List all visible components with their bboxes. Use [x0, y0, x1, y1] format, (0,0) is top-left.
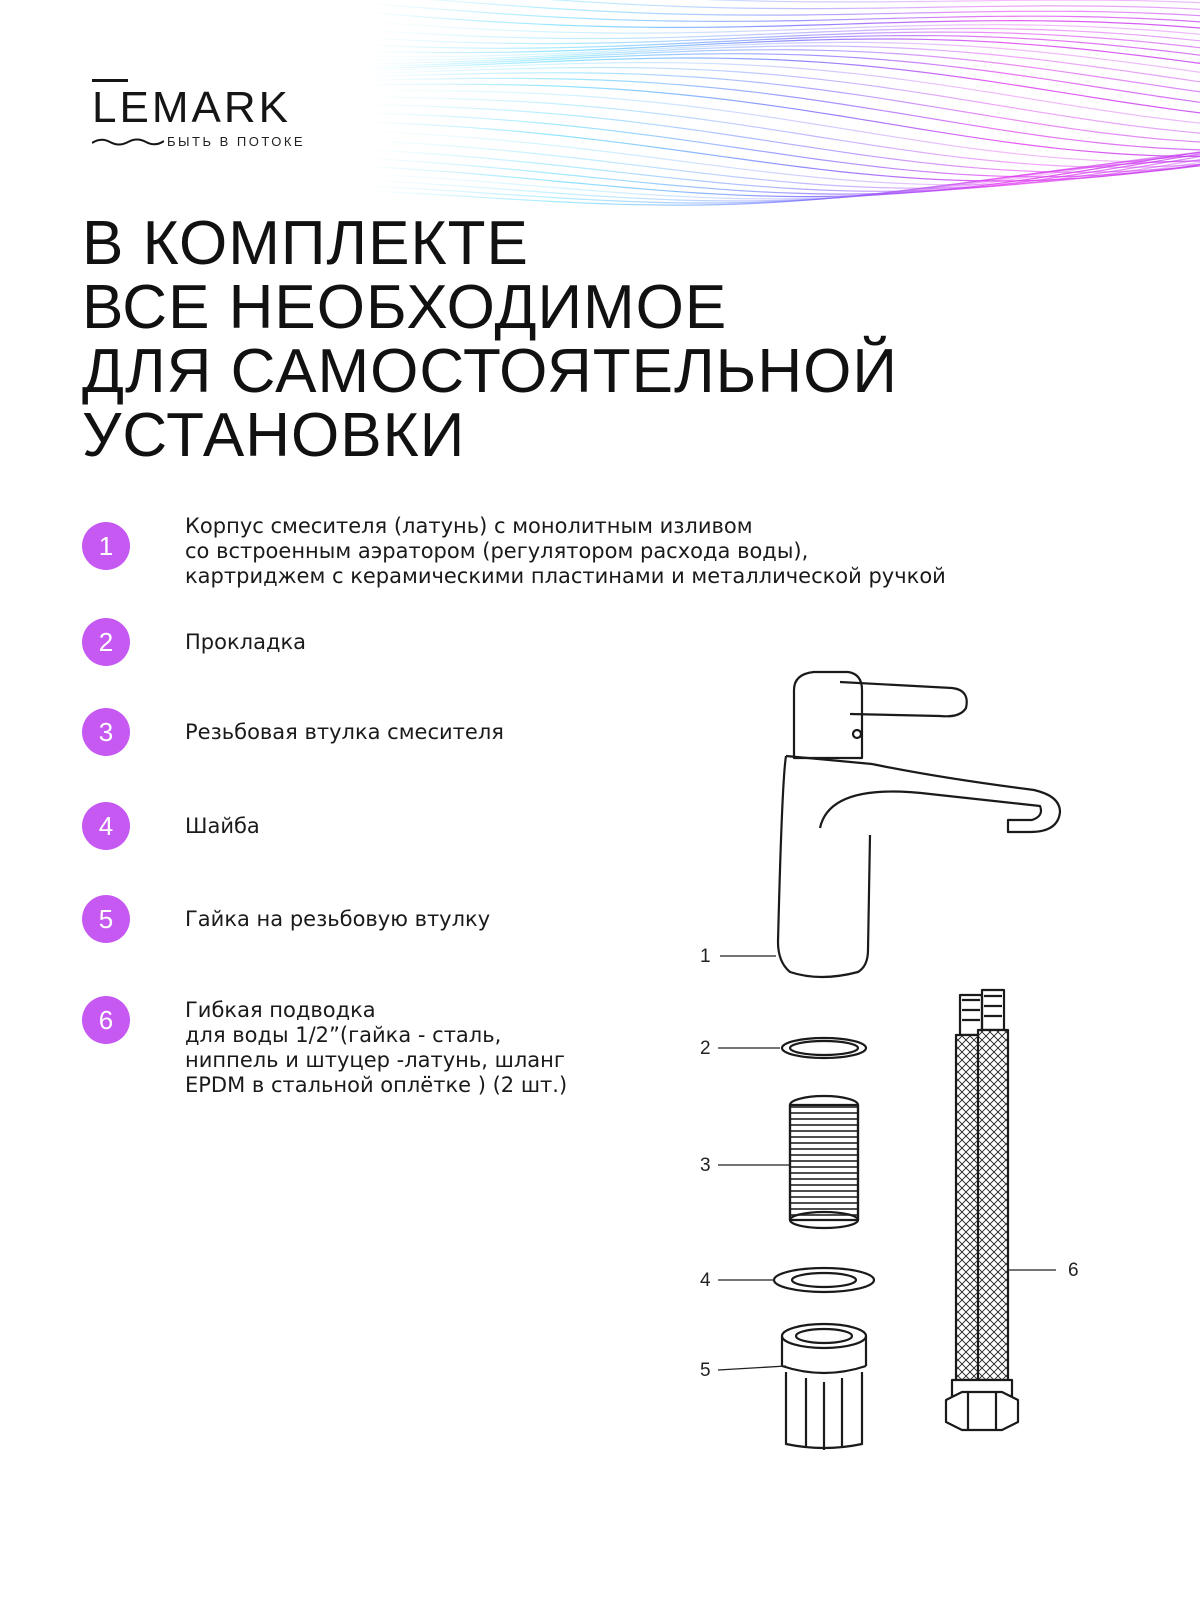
number-badge: 4	[82, 802, 130, 850]
item-line: ниппель и штуцер -латунь, шланг	[185, 1048, 565, 1072]
title-line-2: ВСЕ НЕОБХОДИМОЕ	[82, 273, 728, 342]
callout-6: 6	[1068, 1260, 1079, 1281]
component-list	[82, 0, 946, 1600]
item-line: Прокладка	[185, 630, 307, 654]
item-line: Гибкая подводка	[185, 998, 376, 1022]
number-badge: 1	[82, 522, 130, 570]
brand-tagline: БЫТЬ В ПОТОКЕ	[167, 134, 306, 149]
title-line-1: В КОМПЛЕКТЕ	[82, 209, 529, 278]
item-description	[185, 630, 306, 655]
faucet-body-icon	[778, 672, 1060, 977]
gasket-icon	[782, 1038, 866, 1058]
callout-2: 2	[700, 1038, 711, 1059]
title-line-3: ДЛЯ САМОСТОЯТЕЛЬНОЙ	[82, 337, 898, 406]
flexible-hose-icon	[946, 990, 1018, 1430]
threaded-sleeve-icon	[790, 1096, 858, 1228]
item-line: картриджем с керамическими пластинами и металлической ручкой	[185, 564, 946, 588]
item-description	[185, 907, 490, 932]
item-line: Корпус смесителя (латунь) с монолитным изливом	[185, 514, 753, 538]
exploded-diagram	[690, 660, 1110, 1480]
number-badge: 3	[82, 708, 130, 756]
number-badge: 5	[82, 895, 130, 943]
nut-icon	[782, 1324, 866, 1450]
item-line: Гайка на резьбовую втулку	[185, 907, 491, 931]
washer-icon	[774, 1268, 874, 1292]
item-line: Резьбовая втулка смесителя	[185, 720, 504, 744]
item-description	[185, 814, 260, 839]
item-description	[185, 514, 946, 589]
item-line: со встроенным аэратором (регулятором расхода воды),	[185, 539, 809, 563]
callout-3: 3	[700, 1155, 711, 1176]
number-badge: 6	[82, 996, 130, 1044]
item-line: Шайба	[185, 814, 260, 838]
callout-5: 5	[700, 1360, 711, 1381]
item-line: EPDM в стальной оплётке ) (2 шт.)	[185, 1073, 568, 1097]
title-line-4: УСТАНОВКИ	[82, 401, 466, 470]
brand-name: LEMARK	[92, 83, 291, 132]
callout-1: 1	[700, 946, 711, 967]
item-description	[185, 998, 567, 1098]
item-line: для воды 1/2”(гайка - сталь,	[185, 1023, 502, 1047]
callout-4: 4	[700, 1270, 711, 1291]
item-description	[185, 720, 504, 745]
number-badge: 2	[82, 618, 130, 666]
